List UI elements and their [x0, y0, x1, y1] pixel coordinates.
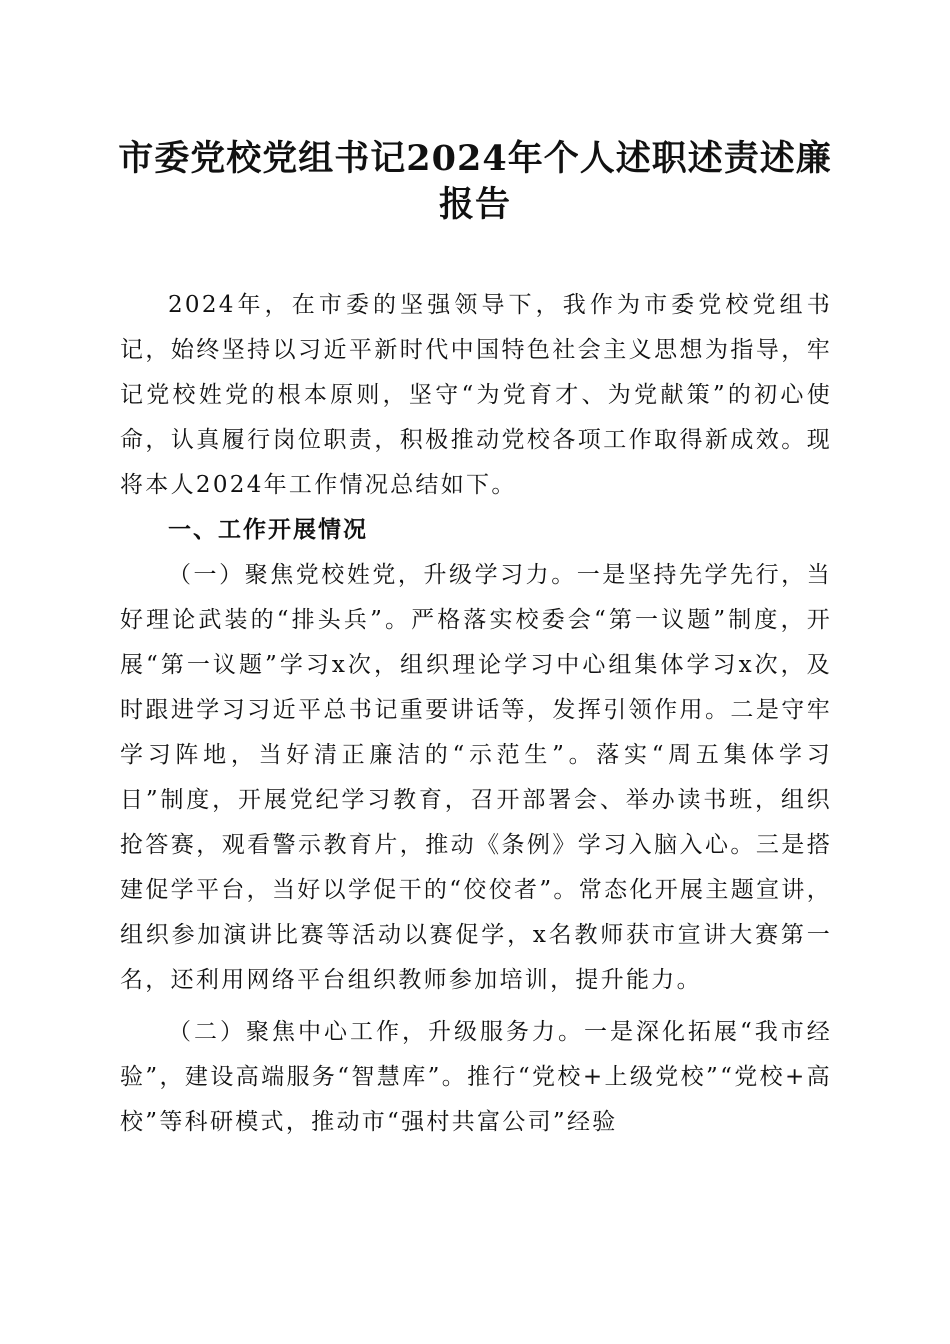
- document-body: [120, 283, 832, 1145]
- title-line-2: 报告: [438, 184, 511, 225]
- document-title: [110, 136, 840, 228]
- title-line-1: 市委党校党组书记2024年个人述职述责述廉: [118, 138, 832, 179]
- body-paragraph: （二）聚焦中心工作，升级服务力。一是深化拓展“我市经验”，建设高端服务“智慧库”。推行“党校+上级党校”“党校+高校”等科研模式，推动市“强村共富公司”经验: [120, 1019, 832, 1135]
- intro-paragraph: 2024年，在市委的坚强领导下，我作为市委党校党组书记，始终坚持以习近平新时代中国特色社会主义思想为指导，牢记党校姓党的根本原则，坚守“为党育才、为党献策”的初心使命，认真履行岗位职责，积极推动党校各项工作取得新成效。现将本人2024年工作情况总结如下。: [120, 292, 832, 498]
- section-heading: 一、工作开展情况: [168, 517, 368, 543]
- body-paragraph: （一）聚焦党校姓党，升级学习力。一是坚持先学先行，当好理论武装的“排头兵”。严格落实校委会“第一议题”制度，开展“第一议题”学习x次，组织理论学习中心组集体学习x次，及时跟进学习习近平总书记重要讲话等，发挥引领作用。二是守牢学习阵地，当好清正廉洁的“示范生”。落实“周五集体学习日”制度，开展党纪学习教育，召开部署会、举办读书班，组织抢答赛，观看警示教育片，推动《条例》学习入脑入心。三是搭建促学平台，当好以学促干的“佼佼者”。常态化开展主题宣讲，组织参加演讲比赛等活动以赛促学，x名教师获市宣讲大赛第一名，还利用网络平台组织教师参加培训，提升能力。: [120, 562, 832, 993]
